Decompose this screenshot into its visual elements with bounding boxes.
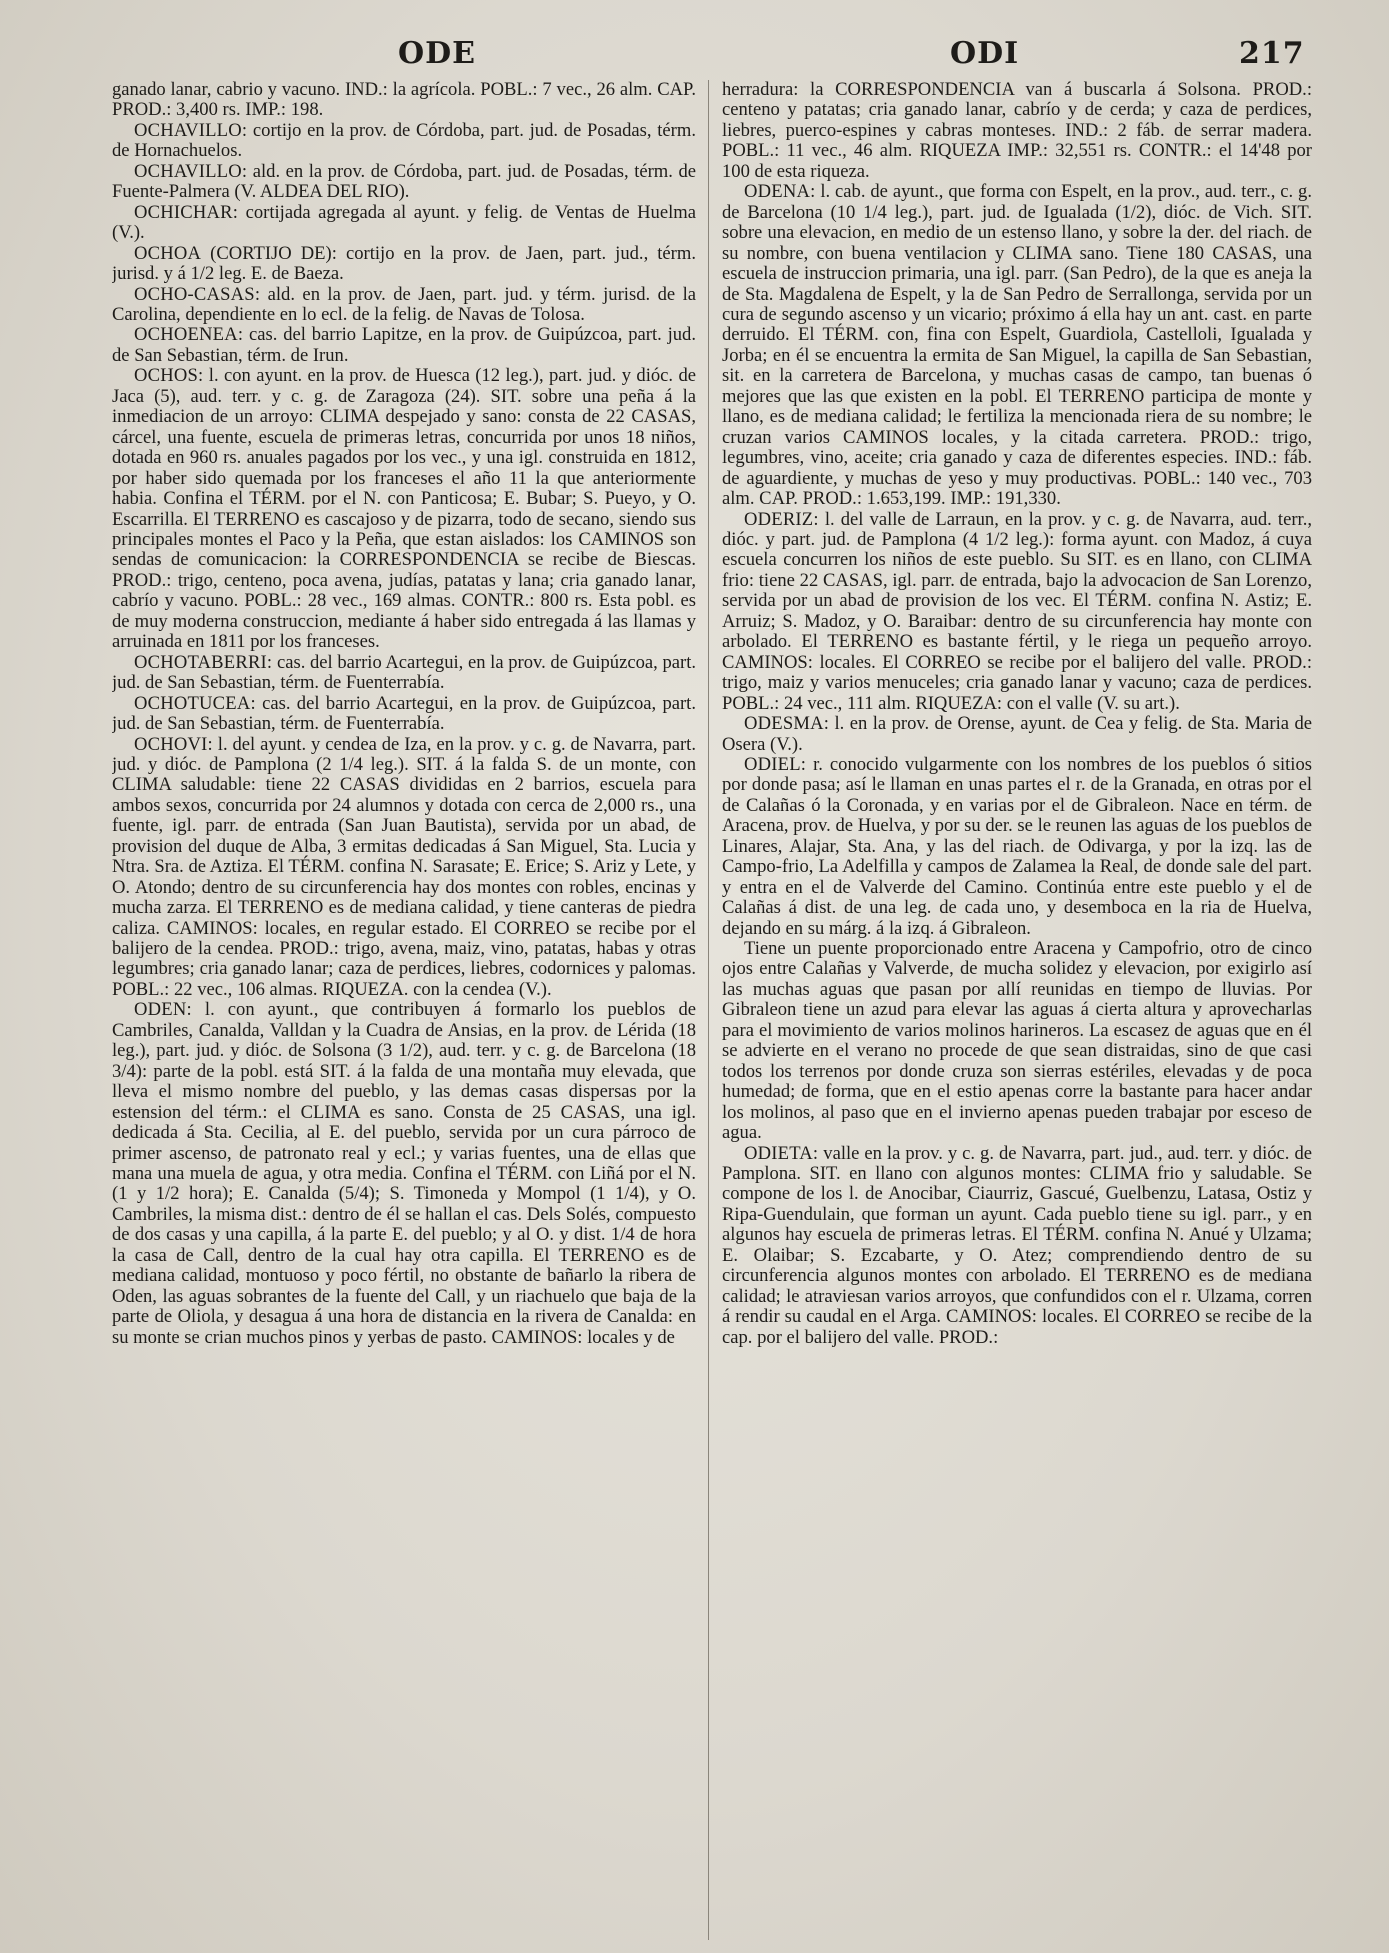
- entry-term: OCHAVILLO:: [134, 119, 248, 141]
- column-divider: [708, 80, 709, 1940]
- page-number: 217: [1239, 36, 1305, 71]
- entry-term: OCHOENEA:: [134, 324, 244, 346]
- dictionary-entry: [112, 735, 696, 1001]
- dictionary-entry: [722, 510, 1312, 715]
- right-column: [722, 80, 1312, 1940]
- entry-term: OCHAVILLO:: [134, 160, 248, 182]
- dictionary-entry: [112, 366, 696, 652]
- entry-term: ODESMA:: [744, 713, 830, 735]
- entry-text: cortijo en la prov. de Córdoba, part. jud. de Posadas, térm. de Hornachuelos.: [112, 119, 696, 162]
- entry-text: cas. del barrio Acartegui, en la prov. de Guipúzcoa, part. jud. de San Sebastian, térm. de Fuenterrabía.: [112, 692, 696, 735]
- entry-text: ald. en la prov. de Córdoba, part. jud. de Posadas, térm. de Fuente-Palmera (V. ALDEA DEL RIO).: [112, 160, 696, 203]
- entry-text: valle en la prov. y c. g. de Navarra, part. jud., aud. terr. y dióc. de Pamplona. SIT. en llano con algunos montes: CLIMA frio y saludable. Se compone de los l. de Anocibar, Ciaurriz, Gascué, Guelbenzu, Latasa, Ostiz y Ripa-Guendulain, que forman un ayunt. Cada pueblo tiene su igl. parr., y en algunos hay escuela de primeras letras. El TÉRM. confina N. Anué y Ulzama; E. Olaibar; S. Ezcabarte, y O. Atez; comprendiendo dentro de su circunferencia algunos montes con arbolado. El TERRENO es de mediana calidad; le atraviesan varios arroyos, que confundidos con el r. Ulzama, corren á rendir su caudal en el Arga. CAMINOS: locales. El CORREO se recibe de la cap. por el balijero del valle. PROD.:: [722, 1142, 1312, 1348]
- entry-term: ODEN:: [134, 999, 192, 1021]
- entry-term: OCHOVI:: [134, 733, 213, 755]
- entry-text: l. en la prov. de Orense, ayunt. de Cea y felig. de Sta. Maria de Osera (V.).: [722, 713, 1312, 755]
- entry-term: OCHO-CASAS:: [134, 283, 261, 305]
- entry-text: (CORTIJO DE): cortijo en la prov. de Jaen, part. jud., térm. jurisd. y á 1/2 leg. E. de Baeza.: [112, 242, 696, 285]
- entry-text: ganado lanar, cabrio y vacuno. IND.: la agrícola. POBL.: 7 vec., 26 alm. CAP. PROD.: 3,400 rs. IMP.: 198.: [112, 80, 696, 121]
- dictionary-entry: [722, 1144, 1312, 1349]
- dictionary-entry: [722, 755, 1312, 939]
- entry-term: ODENA:: [744, 181, 816, 203]
- entry-text: l. del valle de Larraun, en la prov. y c. g. de Navarra, aud. terr., dióc. y part. jud. de Pamplona (4 1/2 leg.): forma ayunt. con Madoz, á cuya escuela concurren los niños de este pueblo. Su SIT. es en llano, con CLIMA frio: tiene 22 CASAS, igl. parr. de entrada, bajo la advocacion de San Lorenzo, servida por un abad de provision de los vec. El TÉRM. confina N. Astiz; E. Arruiz; S. Madoz, y O. Baraibar: dentro de su circunferencia hay monte con arbolado. El TERRENO es bastante fértil, y le riega un pequeño arroyo. CAMINOS: locales. El CORREO se recibe por el balijero del valle. PROD.: trigo, maiz y varios menuceles; cria ganado lanar y vacuno; caza de perdices. POBL.: 24 vec., 111 alm. RIQUEZA: con el valle (V. su art.).: [722, 508, 1312, 714]
- entry-text: l. con ayunt. en la prov. de Huesca (12 leg.), part. jud. y dióc. de Jaca (5), aud. terr. y c. g. de Zaragoza (24). SIT. sobre una peña á la inmediacion de un arroyo: CLIMA despejado y sano: consta de 22 CASAS, cárcel, una fuente, escuela de primeras letras, concurrida por unos 18 niños, dotada en 960 rs. anuales pagados por los vec., y una igl. construida en 1812, por haber sido quemada por los franceses el año 11 la que anteriormente habia. Confina el TÉRM. por el N. con Panticosa; E. Bubar; S. Pueyo, y O. Escarrilla. El TERRENO es cascajoso y de pizarra, todo de secano, siendo sus principales montes el Paco y la Peña, que estan aislados: los CAMINOS son sendas de comunicacion: la CORRESPONDENCIA se recibe de Biescas. PROD.: trigo, centeno, poca avena, judías, patatas y lana; cria ganado lanar, cabrío y vacuno. POBL.: 28 vec., 169 almas. CONTR.: 800 rs. Esta pobl. es de muy moderna construccion, mediante á haber sido entregada á las llamas y arruinada en 1811 por los franceses.: [112, 365, 696, 653]
- header-center-word: ODI: [950, 36, 1020, 71]
- entry-term: ODIETA:: [744, 1142, 819, 1164]
- entry-text: herradura: la CORRESPONDENCIA van á buscarla á Solsona. PROD.: centeno y patatas; cria ganado lanar, cabrío y de cerda; y caza de perdices, liebres, puerco-espines y cabras monteses. IND.: 2 fáb. de serrar madera. POBL.: 11 vec., 46 alm. RIQUEZA IMP.: 32,551 rs. CONTR.: el 14'48 por 100 de esta riqueza.: [722, 80, 1312, 182]
- entry-text: cas. del barrio Acartegui, en la prov. de Guipúzcoa, part. jud. de San Sebastian, térm. de Fuenterrabía.: [112, 651, 696, 694]
- entry-term: ODIEL:: [744, 753, 807, 775]
- left-column: [112, 80, 696, 1940]
- dictionary-entry: [722, 182, 1312, 509]
- entry-term: OCHOTUCEA:: [134, 692, 256, 714]
- dictionary-entry: [112, 121, 696, 162]
- dictionary-entry: [722, 80, 1312, 182]
- dictionary-entry: [112, 285, 696, 326]
- entry-term: ODERIZ:: [744, 508, 819, 530]
- entry-text: l. del ayunt. y cendea de Iza, en la prov. y c. g. de Navarra, part. jud. y dióc. de Pamplona (2 1/4 leg.). SIT. á la falda S. de un monte, con CLIMA saludable: tiene 22 CASAS divididas en 2 barrios, escuela para ambos sexos, concurrida por 24 alumnos y dotada con cerca de 2,000 rs., una fuente, igl. parr. de entrada (San Juan Bautista), servida por un abad, de provision del duque de Alba, 3 ermitas dedicadas á San Miguel, Sta. Lucia y Ntra. Sra. de Aztiza. El TÉRM. confina N. Sarasate; E. Erice; S. Ariz y Lete, y O. Atondo; dentro de su circunferencia hay dos montes con robles, encinas y mucha zarza. El TERRENO es de mediana calidad, y tiene canteras de piedra caliza. CAMINOS: locales, en regular estado. El CORREO se recibe por el balijero de la cendea. PROD.: trigo, avena, maiz, vino, patatas, habas y otras legumbres; cria ganado lanar; caza de perdices, liebres, codornices y palomas. POBL.: 22 vec., 106 almas. RIQUEZA. con la cendea (V.).: [112, 733, 696, 1000]
- dictionary-entry: [112, 694, 696, 735]
- entry-text: r. conocido vulgarmente con los nombres de los pueblos ó sitios por donde pasa; así le llaman en unas partes el r. de la Granada, en otras por el de Calañas ó la Coronada, y en varias por el de Gibraleon. Nace en térm. de Aracena, prov. de Huelva, y por su der. se le reunen las aguas de los pueblos de Linares, Alajar, Sta. Ana, y las del riach. de Odivarga, y por la izq. las de Campo-frio, La Adelfilla y campos de Zalamea la Real, de donde sale del part. y entra en el de Valverde del Camino. Continúa entre este pueblo y el de Calañas á dist. de una leg. de cada uno, y desemboca en la ria de Huelva, dejando en su márg. á la izq. á Gibraleon.: [722, 753, 1312, 939]
- entry-text: cortijada agregada al ayunt. y felig. de Ventas de Huelma (V.).: [112, 201, 696, 244]
- entry-text: ald. en la prov. de Jaen, part. jud. y térm. jurisd. de la Carolina, dependiente en lo ecl. de la felig. de Navas de Tolosa.: [112, 283, 696, 325]
- page-header: [0, 36, 1389, 76]
- entry-text: cas. del barrio Lapitze, en la prov. de Guipúzcoa, part. jud. de San Sebastian, térm. de Irun.: [112, 324, 696, 366]
- dictionary-entry: [112, 162, 696, 203]
- entry-text: l. cab. de ayunt., que forma con Espelt, en la prov., aud. terr., c. g. de Barcelona (10 1/4 leg.), part. jud. de Igualada (1/2), dióc. de Vich. SIT. sobre una elevacion, en medio de un estenso llano, y sobre la der. del riach. de su nombre, con buena ventilacion y CLIMA sano. Tiene 180 CASAS, una escuela de instruccion primaria, una igl. parr. (San Pedro), de la que es aneja la de Sta. Magdalena de Espelt, y la de San Pedro de Serrallonga, servida por un cura de segundo ascenso y un vicario; próximo á ella hay un ant. cast. en parte derruido. El TÉRM. con, fina con Espelt, Guardiola, Castelloli, Igualada y Jorba; en él se encuentra la ermita de San Miguel, la capilla de San Sebastian, sit. en la carretera de Barcelona, y muchas casas de campo, tan buenas ó mejores que las que existen en la pobl. El TERRENO participa de monte y llano, es de mediana calidad; le fertiliza la mencionada riera de su nombre; le cruzan varios CAMINOS locales, y la citada carretera. PROD.: trigo, legumbres, vino, aceite; cria ganado y caza de diferentes especies. IND.: fáb. de aguardiente, y muchas de yeso y muy productivas. POBL.: 140 vec., 703 alm. CAP. PROD.: 1.653,199. IMP.: 191,330.: [722, 181, 1312, 510]
- dictionary-entry: [112, 244, 696, 285]
- dictionary-entry: [112, 653, 696, 694]
- entry-term: OCHOTABERRI:: [134, 651, 273, 673]
- entry-term: OCHOA: [134, 242, 202, 264]
- dictionary-entry: [112, 1000, 696, 1348]
- header-left-word: ODE: [398, 36, 477, 71]
- dictionary-entry: [112, 325, 696, 366]
- dictionary-entry: [112, 80, 696, 121]
- entry-term: OCHICHAR:: [134, 201, 239, 223]
- dictionary-entry: [722, 939, 1312, 1144]
- entry-text: Tiene un puente proporcionado entre Aracena y Campofrio, otro de cinco ojos entre Calañas y Valverde, de mucha solidez y elevacion, por exigirlo así las muchas aguas que pasan por allí reunidas en tiempo de lluvias. Por Gibraleon tiene un azud para elevar las aguas á cierta altura y aprovecharlas para el movimiento de varios molinos harineros. La escasez de aguas que en él se advierte en el verano no procede de que sean distraidas, sino de que casi todos los terrenos por donde cruza son sierras estériles, elevadas y de poca humedad; de forma, que en el estio apenas corre la bastante para hacer andar los molinos, al paso que en el invierno apenas pueden trabajar por esceso de agua.: [722, 938, 1312, 1144]
- entry-text: l. con ayunt., que contribuyen á formarlo los pueblos de Cambriles, Canalda, Valldan y la Cuadra de Ansias, en la prov. de Lérida (18 leg.), part. jud. y dióc. de Solsona (3 1/2), aud. terr. y c. g. de Barcelona (18 3/4): parte de la pobl. está SIT. á la falda de una montaña muy elevada, que lleva el mismo nombre del pueblo, y las demas casas dispersas por la estension del térm.: el CLIMA es sano. Consta de 25 CASAS, una igl. dedicada á Sta. Cecilia, al E. del pueblo, servida por un cura párroco de primer ascenso, de patronato real y ecl.; y varias fuentes, una de ellas que mana una muela de agua, y otra media. Confina el TÉRM. con Liñá por el N. (1 y 1/2 hora); E. Canalda (5/4); S. Timoneda y Mompol (1 1/4), y O. Cambriles, la misma dist.: dentro de él se hallan el cas. Dels Solés, compuesto de dos casas y una capilla, á la parte E. del pueblo; y al O. y dist. 1/4 de hora la casa de Call, dentro de la cual hay otra capilla. El TERRENO es de mediana calidad, montuoso y poco fértil, no obstante de bañarlo la ribera de Oden, las aguas sobrantes de la fuente del Call, y un riachuelo que baja de la parte de Oliola, y desagua á una hora de distancia en la rivera de Canalda: en su monte se crian muchos pinos y yerbas de pasto. CAMINOS: locales y de: [112, 999, 696, 1348]
- dictionary-entry: [112, 203, 696, 244]
- dictionary-entry: [722, 714, 1312, 755]
- entry-term: OCHOS:: [134, 365, 204, 387]
